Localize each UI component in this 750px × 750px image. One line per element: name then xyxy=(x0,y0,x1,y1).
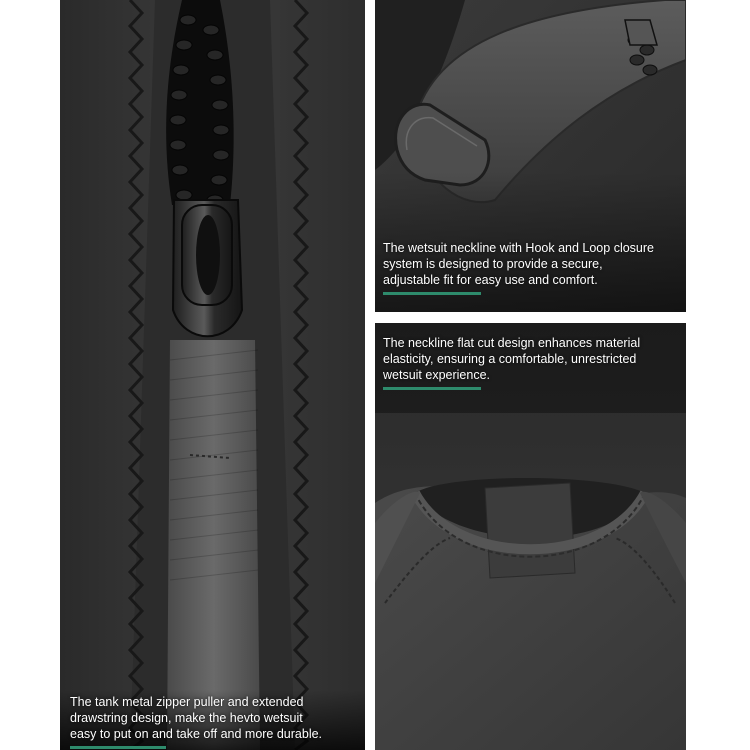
hook-loop-accent-bar xyxy=(383,292,481,295)
zipper-photo xyxy=(60,0,365,750)
hook-loop-caption: The wetsuit neckline with Hook and Loop closure system is designed to provide a secure, adjustable fit for easy use and comfort. xyxy=(383,241,654,287)
flat-cut-accent-bar xyxy=(383,387,481,390)
zipper-caption: The tank metal zipper puller and extended drawstring design, make the hevto wetsuit easy to put on and take off and more durable. xyxy=(70,695,323,741)
flat-cut-caption: The neckline flat cut design enhances material elasticity, ensuring a comfortable, unrestricted wetsuit experience. xyxy=(383,336,641,382)
hook-loop-photo-panel xyxy=(375,0,686,312)
flat-cut-photo-panel xyxy=(375,323,686,750)
zipper-photo-panel xyxy=(60,0,365,750)
zipper-accent-bar xyxy=(70,746,166,749)
